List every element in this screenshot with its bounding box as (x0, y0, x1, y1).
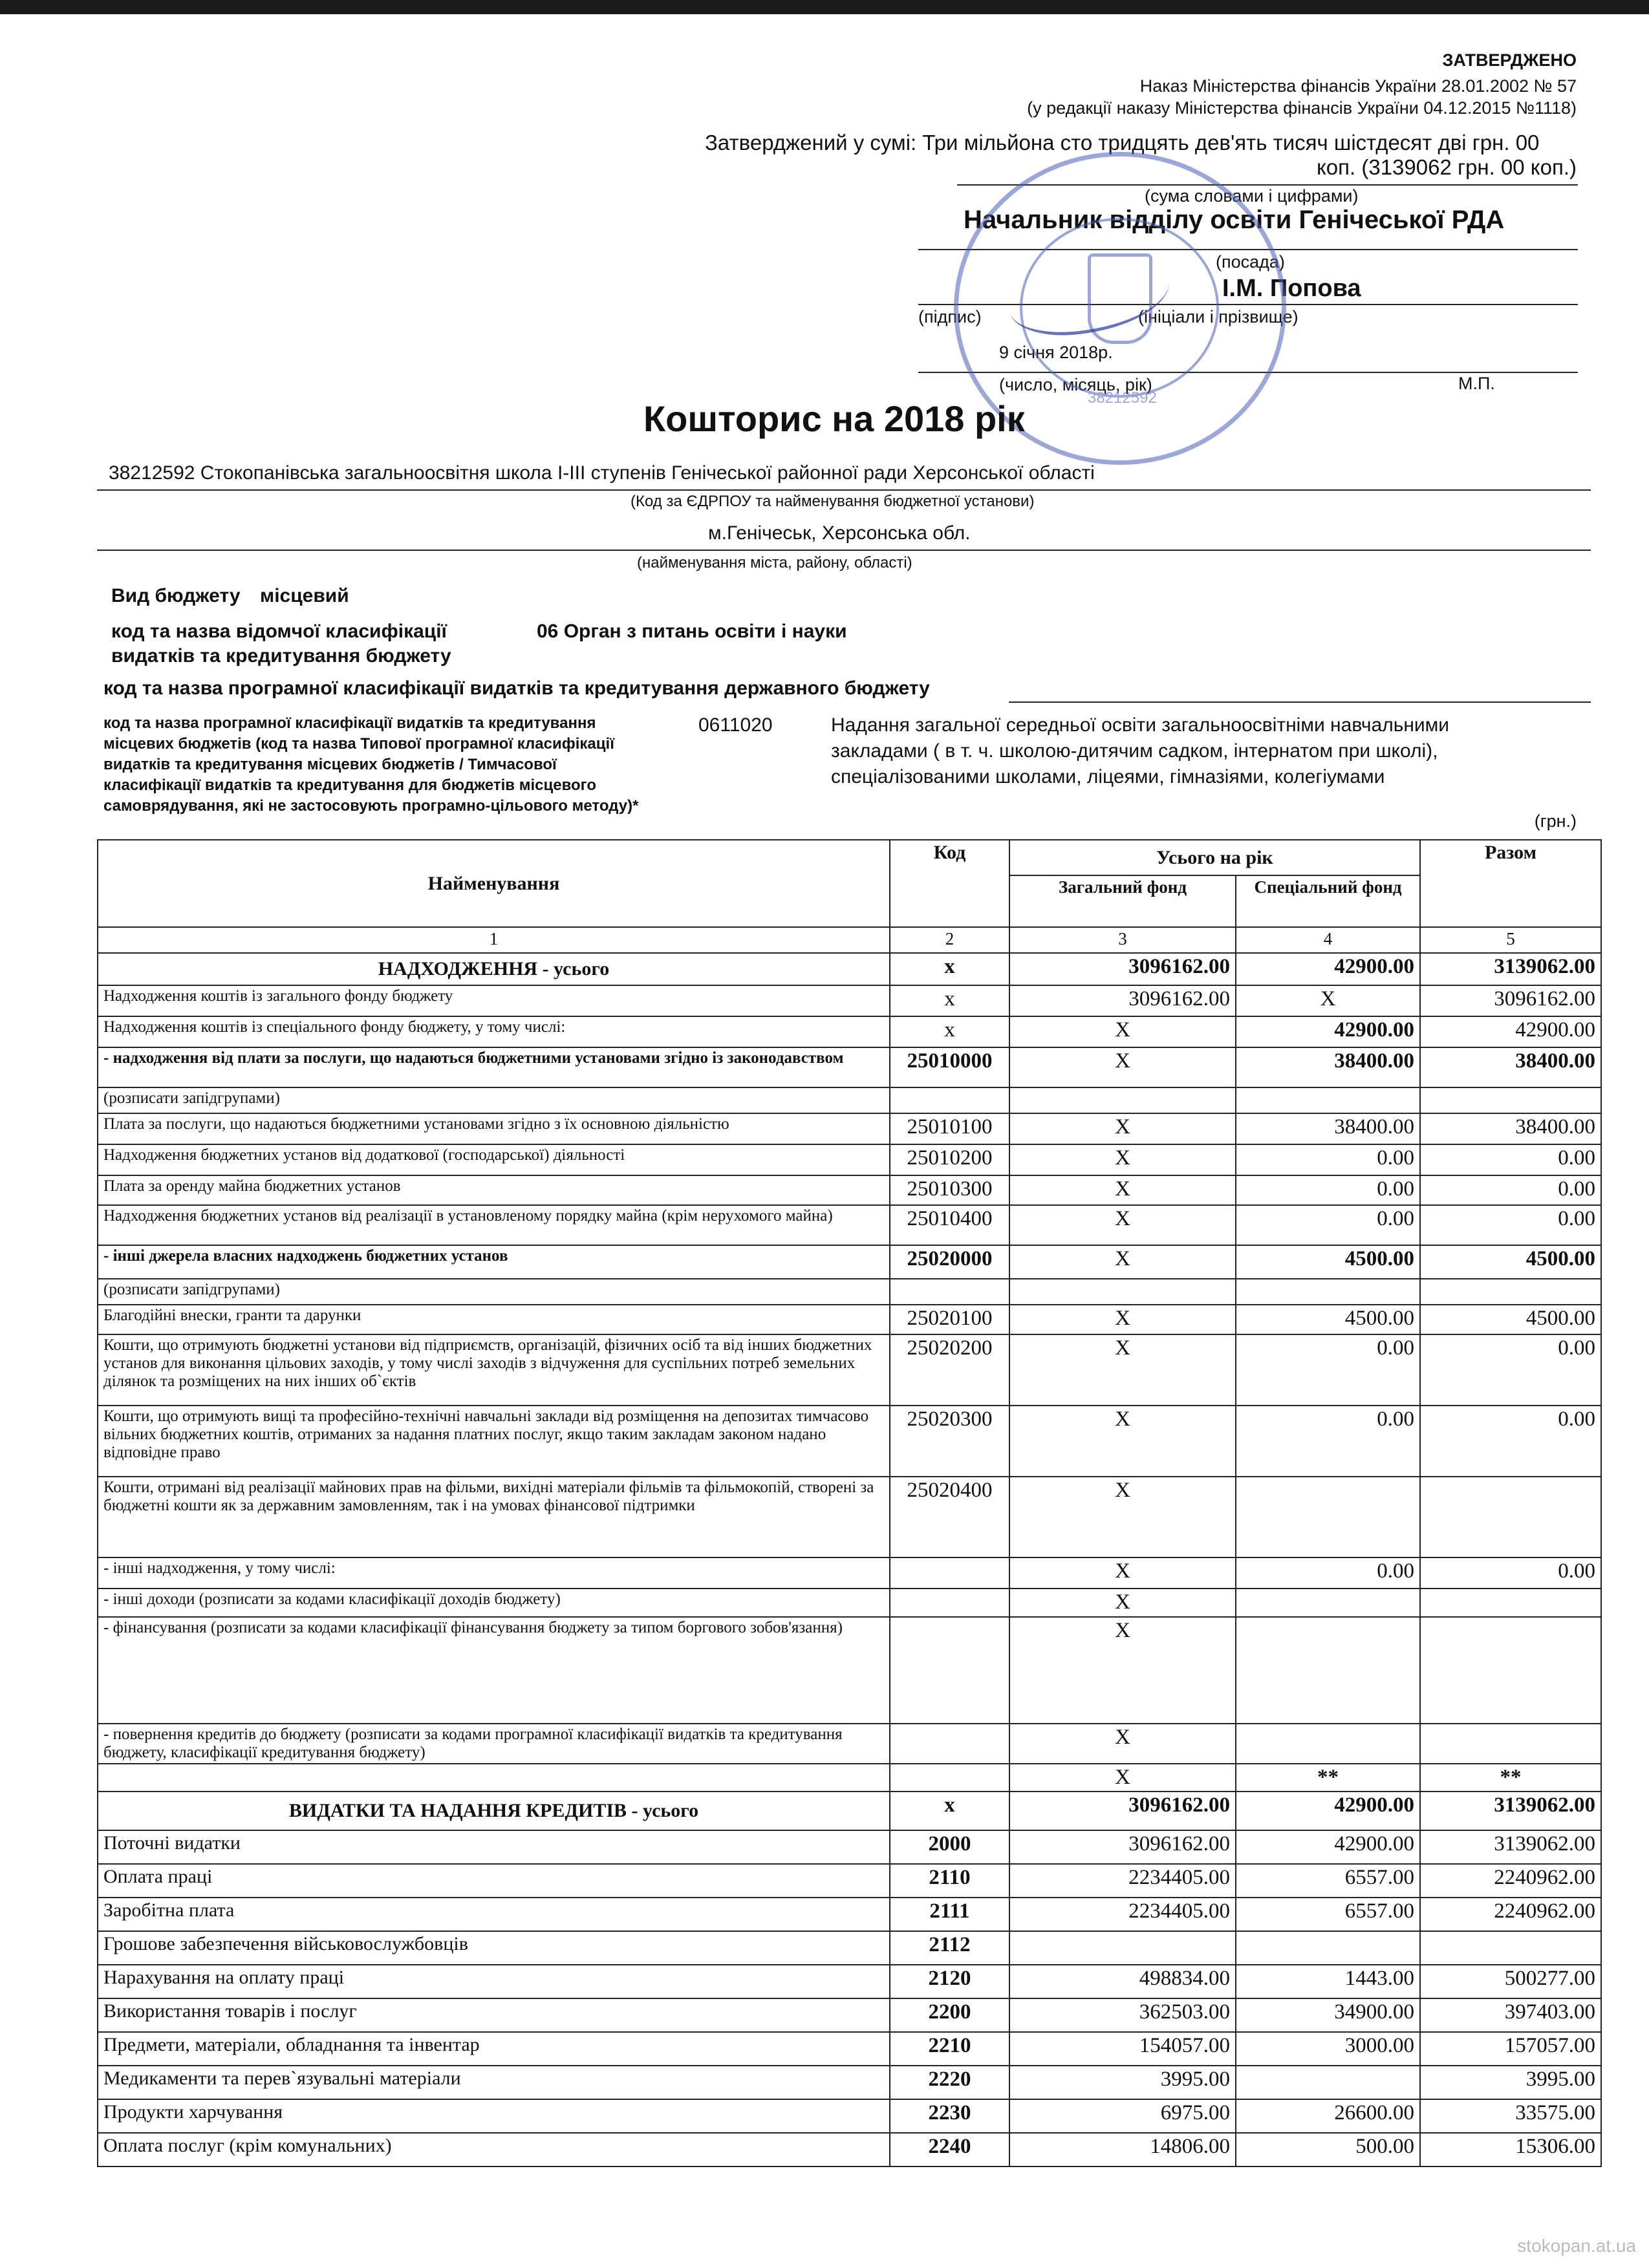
header-total-year: Усього на рік (1009, 840, 1420, 875)
row-code: 25020000 (890, 1245, 1009, 1279)
total-value: 0.00 (1420, 1557, 1601, 1589)
special-fund-value: 6557.00 (1236, 1864, 1420, 1898)
table-row (98, 1931, 1601, 1965)
column-number: 4 (1236, 927, 1420, 953)
row-code: 25020300 (890, 1406, 1009, 1477)
row-name: Надходження бюджетних установ від додаткової (господарської) діяльності (98, 1144, 890, 1175)
general-fund-value: Х (1009, 1477, 1236, 1557)
table-row (98, 1144, 1601, 1175)
local-program-label-4: класифікації видатків та кредитування для бюджетів місцевого (103, 776, 597, 794)
special-fund-value (1236, 1617, 1420, 1724)
row-code: 2210 (890, 2032, 1009, 2066)
general-fund-value: Х (1009, 1724, 1236, 1764)
row-code: 25010400 (890, 1205, 1009, 1245)
row-name: Кошти, отримані від реалізації майнових прав на фільми, вихідні матеріали фільмів та фільмокопій, створені за бюджетні кошти як за державним замовленням, так і на умовах фінансової підтримки (98, 1477, 890, 1557)
special-fund-value: 42900.00 (1236, 1792, 1420, 1830)
row-name: Кошти, що отримують вищі та професійно-технічні навчальні заклади від розміщення на депозитах тимчасово вільних бюджетних коштів, отриманих за надання платних послуг, якщо таким закладам законом надано відповідне право (98, 1406, 890, 1477)
general-fund-value: Х (1009, 1245, 1236, 1279)
row-code: 25010200 (890, 1144, 1009, 1175)
general-fund-value: Х (1009, 1016, 1236, 1047)
table-row (98, 2032, 1601, 2066)
special-fund-value: 1443.00 (1236, 1965, 1420, 1998)
row-code: х (890, 953, 1009, 985)
special-fund-value: 38400.00 (1236, 1047, 1420, 1087)
header-sum: Разом (1420, 840, 1601, 927)
special-fund-value (1236, 1279, 1420, 1305)
special-fund-value: 42900.00 (1236, 1830, 1420, 1864)
general-fund-value: 3096162.00 (1009, 953, 1236, 985)
general-fund-value: 154057.00 (1009, 2032, 1236, 2066)
header-code: Код (890, 840, 1009, 927)
row-name: НАДХОДЖЕННЯ - усього (98, 953, 890, 985)
table-row (98, 1016, 1601, 1047)
document-title: Кошторис на 2018 рік (643, 398, 1025, 439)
row-name: Надходження бюджетних установ від реалізації в установленому порядку майна (крім нерухомого майна) (98, 1205, 890, 1245)
city-underline (97, 550, 1591, 551)
general-fund-value: 2234405.00 (1009, 1864, 1236, 1898)
budget-table (97, 839, 1602, 2167)
special-fund-value: 42900.00 (1236, 953, 1420, 985)
total-value: 500277.00 (1420, 1965, 1601, 1998)
signature-caption: (підпис) (918, 307, 982, 326)
row-name: Плата за оренду майна бюджетних установ (98, 1175, 890, 1205)
row-name: - фінансування (розписати за кодами класифікації фінансування бюджету за типом боргового зобов'язання) (98, 1617, 890, 1724)
approved-sum-line-1: Затверджений у сумі: Три мільйона сто тридцять дев'ять тисяч шістдесят дві грн. 00 (705, 131, 1540, 155)
row-code (890, 1764, 1009, 1792)
row-code: х (890, 1792, 1009, 1830)
special-fund-value (1236, 1589, 1420, 1617)
table-row (98, 1047, 1601, 1087)
row-code: х (890, 1016, 1009, 1047)
institution-city: м.Генічеськ, Херсонська обл. (708, 522, 971, 544)
row-name: Оплата послуг (крім комунальних) (98, 2133, 890, 2166)
column-number: 1 (98, 927, 890, 953)
row-code: 2112 (890, 1931, 1009, 1965)
approver-position: Начальник відділу освіти Генічеської РДА (964, 206, 1505, 234)
state-program-underline (1009, 701, 1591, 703)
general-fund-value: Х (1009, 1175, 1236, 1205)
row-code: 2000 (890, 1830, 1009, 1864)
special-fund-value: 34900.00 (1236, 1998, 1420, 2032)
row-code: 2200 (890, 1998, 1009, 2032)
general-fund-value: 3995.00 (1009, 2066, 1236, 2099)
city-caption: (найменування міста, району, області) (637, 554, 912, 572)
total-value: 42900.00 (1420, 1016, 1601, 1047)
general-fund-value: 2234405.00 (1009, 1898, 1236, 1931)
table-row (98, 1279, 1601, 1305)
total-value: 2240962.00 (1420, 1864, 1601, 1898)
total-value: 157057.00 (1420, 2032, 1601, 2066)
table-row (98, 1113, 1601, 1144)
column-number: 2 (890, 927, 1009, 953)
general-fund-value: Х (1009, 1406, 1236, 1477)
position-caption: (посада) (1216, 252, 1285, 272)
local-program-label-3: видатків та кредитування місцевих бюджетів / Тимчасової (103, 756, 557, 773)
total-value (1420, 1087, 1601, 1113)
general-fund-value: Х (1009, 1113, 1236, 1144)
column-number: 5 (1420, 927, 1601, 953)
row-code: 25020200 (890, 1334, 1009, 1406)
row-name: Медикаменти та перев`язувальні матеріали (98, 2066, 890, 2099)
approved-label: ЗАТВЕРДЖЕНО (1442, 50, 1577, 70)
special-fund-value (1236, 1931, 1420, 1965)
total-value: 0.00 (1420, 1205, 1601, 1245)
row-name: Надходження коштів із загального фонду бюджету (98, 985, 890, 1016)
table-row (98, 1898, 1601, 1931)
general-fund-value: 3096162.00 (1009, 1792, 1236, 1830)
row-code: 2230 (890, 2099, 1009, 2133)
approved-sum-line-2: коп. (3139062 грн. 00 коп.) (1316, 155, 1577, 179)
total-value: 38400.00 (1420, 1113, 1601, 1144)
special-fund-value: 38400.00 (1236, 1113, 1420, 1144)
table-row (98, 1245, 1601, 1279)
table-row (98, 1334, 1601, 1406)
total-value (1420, 1617, 1601, 1724)
total-value (1420, 1724, 1601, 1764)
row-code (890, 1279, 1009, 1305)
row-code (890, 1557, 1009, 1589)
special-fund-value: 0.00 (1236, 1205, 1420, 1245)
local-program-value-2: закладами ( в т. ч. школою-дитячим садком, інтернатом при школі), (831, 740, 1438, 762)
general-fund-value: 3096162.00 (1009, 1830, 1236, 1864)
department-label-2: видатків та кредитування бюджету (111, 645, 451, 667)
table-row (98, 2066, 1601, 2099)
total-value: ** (1420, 1764, 1601, 1792)
table-row (98, 1965, 1601, 1998)
special-fund-value: 4500.00 (1236, 1305, 1420, 1334)
row-name: Поточні видатки (98, 1830, 890, 1864)
column-number: 3 (1009, 927, 1236, 953)
general-fund-value: 498834.00 (1009, 1965, 1236, 1998)
general-fund-value: 362503.00 (1009, 1998, 1236, 2032)
special-fund-value: 0.00 (1236, 1144, 1420, 1175)
total-value (1420, 1589, 1601, 1617)
special-fund-value: 0.00 (1236, 1406, 1420, 1477)
special-fund-value: 42900.00 (1236, 1016, 1420, 1047)
table-row (98, 1864, 1601, 1898)
table-row (98, 1175, 1601, 1205)
table-row (98, 1477, 1601, 1557)
total-value: 0.00 (1420, 1334, 1601, 1406)
total-value: 3139062.00 (1420, 953, 1601, 985)
department-value: 06 Орган з питань освіти і науки (537, 621, 847, 642)
header-general-fund: Загальний фонд (1009, 875, 1236, 927)
special-fund-value (1236, 1087, 1420, 1113)
row-code: 2220 (890, 2066, 1009, 2099)
table-row (98, 1724, 1601, 1764)
table-row (98, 1792, 1601, 1830)
special-fund-value: 0.00 (1236, 1557, 1420, 1589)
stamp-code: 38212592 (1088, 389, 1157, 407)
row-name: Продукти харчування (98, 2099, 890, 2133)
table-row (98, 985, 1601, 1016)
row-code (890, 1724, 1009, 1764)
special-fund-value: 0.00 (1236, 1334, 1420, 1406)
mp-label: М.П. (1458, 374, 1495, 393)
special-fund-value: 6557.00 (1236, 1898, 1420, 1931)
total-value: 3139062.00 (1420, 1830, 1601, 1864)
budget-type-label: Вид бюджету (111, 585, 241, 606)
row-name: Використання товарів і послуг (98, 1998, 890, 2032)
total-value: 38400.00 (1420, 1047, 1601, 1087)
total-value: 0.00 (1420, 1144, 1601, 1175)
header-special-fund: Спеціальний фонд (1236, 875, 1420, 927)
total-value: 0.00 (1420, 1406, 1601, 1477)
row-code: 25020400 (890, 1477, 1009, 1557)
row-name: - інші доходи (розписати за кодами класифікації доходів бюджету) (98, 1589, 890, 1617)
general-fund-value: 3096162.00 (1009, 985, 1236, 1016)
row-code: 25020100 (890, 1305, 1009, 1334)
row-name: - інші надходження, у тому числі: (98, 1557, 890, 1589)
table-row (98, 1087, 1601, 1113)
table-row (98, 1764, 1601, 1792)
row-code (890, 1589, 1009, 1617)
row-name: ВИДАТКИ ТА НАДАННЯ КРЕДИТІВ - усього (98, 1792, 890, 1830)
row-name: Предмети, матеріали, обладнання та інвентар (98, 2032, 890, 2066)
special-fund-value (1236, 1724, 1420, 1764)
sum-caption: (сума словами і цифрами) (1145, 186, 1359, 206)
local-program-value-3: спеціалізованими школами, ліцеями, гімназіями, колегіумами (831, 766, 1385, 787)
general-fund-value: Х (1009, 1764, 1236, 1792)
row-code: 2110 (890, 1864, 1009, 1898)
approval-edition: (у редакції наказу Міністерства фінансів України 04.12.2015 №1118) (1027, 98, 1577, 118)
total-value: 2240962.00 (1420, 1898, 1601, 1931)
table-row (98, 1557, 1601, 1589)
row-code: 2240 (890, 2133, 1009, 2166)
row-name: Плата за послуги, що надаються бюджетними установами згідно з їх основною діяльністю (98, 1113, 890, 1144)
department-label-1: код та назва відомчої класифікації (111, 621, 447, 642)
budget-type-value: місцевий (260, 585, 349, 606)
local-program-code: 0611020 (698, 714, 773, 736)
row-name: (розписати запідгрупами) (98, 1279, 890, 1305)
local-program-label-5: самоврядування, які не застосовують програмно-цільового методу)* (103, 797, 639, 815)
row-name: - повернення кредитів до бюджету (розписати за кодами програмної класифікації видатків та кредитування бюджету, класифікації кредитування бюджету) (98, 1724, 890, 1764)
table-row (98, 953, 1601, 985)
name-caption: (ініціали і прізвище) (1138, 307, 1299, 326)
row-code (890, 1087, 1009, 1113)
special-fund-value (1236, 1477, 1420, 1557)
row-name: Благодійні внески, гранти та дарунки (98, 1305, 890, 1334)
special-fund-value: 4500.00 (1236, 1245, 1420, 1279)
local-program-label-1: код та назва програмної класифікації видатків та кредитування (103, 714, 596, 732)
row-name: Грошове забезпечення військовослужбовців (98, 1931, 890, 1965)
top-edge-line (0, 0, 1649, 14)
approval-date: 9 січня 2018р. (999, 343, 1113, 362)
table-row (98, 1305, 1601, 1334)
row-code: 25010100 (890, 1113, 1009, 1144)
row-name: Надходження коштів із спеціального фонду бюджету, у тому числі: (98, 1016, 890, 1047)
table-row (98, 2133, 1601, 2166)
general-fund-value: 6975.00 (1009, 2099, 1236, 2133)
total-value: 33575.00 (1420, 2099, 1601, 2133)
total-value: 15306.00 (1420, 2133, 1601, 2166)
date-caption: (число, місяць, рік) (999, 375, 1152, 394)
total-value: 0.00 (1420, 1175, 1601, 1205)
table-row (98, 1617, 1601, 1724)
table-row (98, 1998, 1601, 2032)
table-row (98, 1830, 1601, 1864)
row-name: Заробітна плата (98, 1898, 890, 1931)
row-code: 25010000 (890, 1047, 1009, 1087)
total-value (1420, 1931, 1601, 1965)
table-row (98, 1406, 1601, 1477)
total-value (1420, 1477, 1601, 1557)
row-name: Кошти, що отримують бюджетні установи від підприємств, організацій, фізичних осіб та від інших бюджетних установ для виконання цільових заходів, у тому числі заходів з відчуження для суспільних потреб земельних ділянок та розміщених на них інших об`єктів (98, 1334, 890, 1406)
local-program-label-2: місцевих бюджетів (код та назва Типової програмної класифікації (103, 735, 614, 753)
institution-code-name: 38212592 Стокопанівська загальноосвітня школа І-ІІІ ступенів Генічеської районної ради Херсонської області (109, 462, 1095, 484)
total-value: 3139062.00 (1420, 1792, 1601, 1830)
total-value: 4500.00 (1420, 1245, 1601, 1279)
watermark: stokopan.at.ua (1517, 2236, 1636, 2256)
general-fund-value: Х (1009, 1334, 1236, 1406)
currency-label: (грн.) (1534, 811, 1577, 831)
table-row (98, 2099, 1601, 2133)
row-name: - інші джерела власних надходжень бюджетних установ (98, 1245, 890, 1279)
header-name: Найменування (98, 840, 890, 927)
general-fund-value: Х (1009, 1617, 1236, 1724)
general-fund-value: 14806.00 (1009, 2133, 1236, 2166)
institution-caption: (Код за ЄДРПОУ та найменування бюджетної установи) (630, 493, 1035, 510)
special-fund-value: 3000.00 (1236, 2032, 1420, 2066)
row-name: - надходження від плати за послуги, що надаються бюджетними установами згідно із законодавством (98, 1047, 890, 1087)
row-code: 2111 (890, 1898, 1009, 1931)
general-fund-value: Х (1009, 1205, 1236, 1245)
approver-name: І.М. Попова (1222, 275, 1361, 302)
total-value (1420, 1279, 1601, 1305)
institution-underline (97, 489, 1591, 491)
special-fund-value: 500.00 (1236, 2133, 1420, 2166)
row-code (890, 1617, 1009, 1724)
local-program-value-1: Надання загальної середньої освіти загальноосвітніми навчальними (831, 714, 1450, 736)
total-value: 3096162.00 (1420, 985, 1601, 1016)
general-fund-value: Х (1009, 1557, 1236, 1589)
row-code: х (890, 985, 1009, 1016)
general-fund-value (1009, 1279, 1236, 1305)
special-fund-value: 26600.00 (1236, 2099, 1420, 2133)
total-value: 397403.00 (1420, 1998, 1601, 2032)
total-value: 3995.00 (1420, 2066, 1601, 2099)
general-fund-value (1009, 1931, 1236, 1965)
special-fund-value: Х (1236, 985, 1420, 1016)
row-name: (розписати запідгрупами) (98, 1087, 890, 1113)
row-name: Оплата праці (98, 1864, 890, 1898)
row-code: 25010300 (890, 1175, 1009, 1205)
special-fund-value: 0.00 (1236, 1175, 1420, 1205)
general-fund-value: Х (1009, 1047, 1236, 1087)
approval-order: Наказ Міністерства фінансів України 28.01.2002 № 57 (1139, 76, 1577, 96)
special-fund-value: ** (1236, 1764, 1420, 1792)
row-code: 2120 (890, 1965, 1009, 1998)
total-value: 4500.00 (1420, 1305, 1601, 1334)
row-name: Нарахування на оплату праці (98, 1965, 890, 1998)
general-fund-value: Х (1009, 1305, 1236, 1334)
special-fund-value (1236, 2066, 1420, 2099)
table-row (98, 1589, 1601, 1617)
row-name (98, 1764, 890, 1792)
general-fund-value: Х (1009, 1144, 1236, 1175)
table-row (98, 1205, 1601, 1245)
general-fund-value (1009, 1087, 1236, 1113)
general-fund-value: Х (1009, 1589, 1236, 1617)
state-program-label: код та назва програмної класифікації видатків та кредитування державного бюджету (103, 678, 930, 699)
